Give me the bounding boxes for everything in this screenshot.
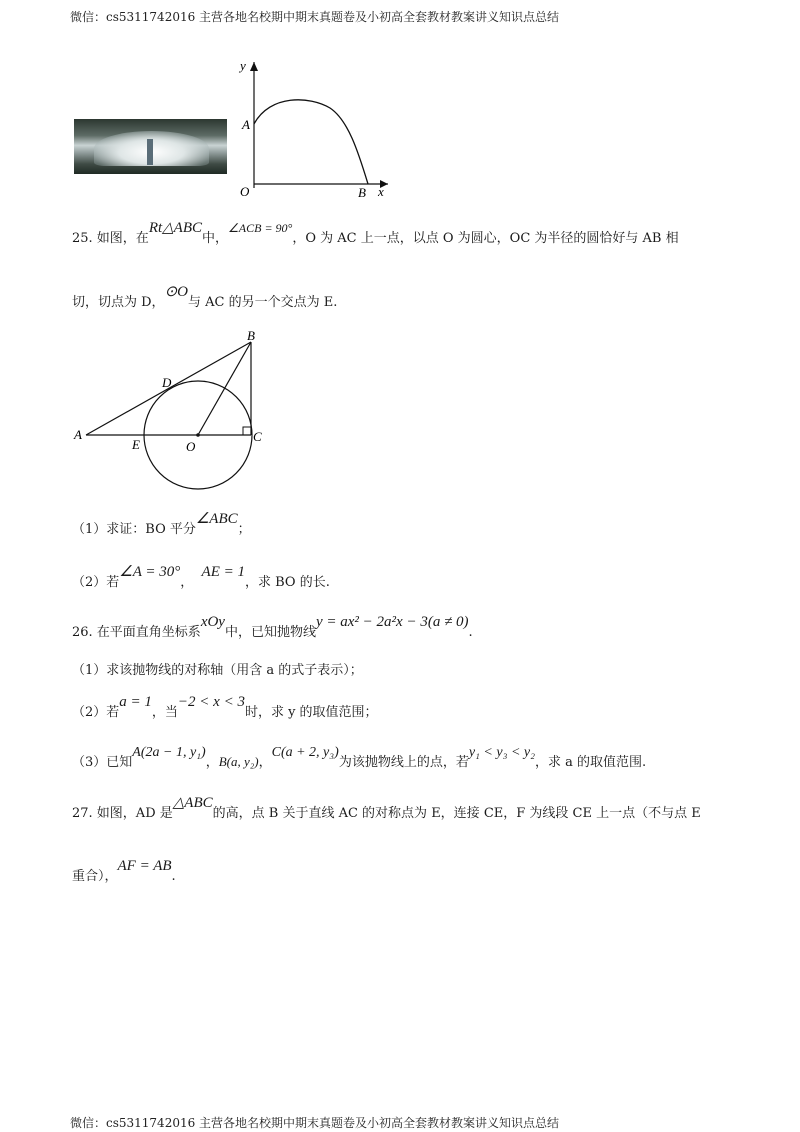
parabola-graph xyxy=(230,56,400,202)
q25-part2: （2）若∠A = 30°， AE = 1，求 BO 的长. xyxy=(72,564,330,590)
graph-a-label: A xyxy=(242,117,250,132)
q26-line1: 26. 在平面直角坐标系xOy中，已知抛物线y = ax² − 2a²x − 3(a ≠ 0). xyxy=(72,614,473,640)
graph-o-label: O xyxy=(240,184,250,199)
q26-inequality: y₁ < y₃ < y₂ xyxy=(468,745,535,760)
fig-b-label: B xyxy=(247,330,255,343)
fountain-pipe xyxy=(147,139,153,165)
q25-circle-o: ⊙O xyxy=(164,284,188,300)
q27-af-equals-ab: AF = AB xyxy=(117,858,172,874)
q26-part1: （1）求该抛物线的对称轴（用含 a 的式子表示）； xyxy=(72,663,363,678)
q27-line2: 重合），AF = AB. xyxy=(72,858,176,884)
q25-ae-length: AE = 1 xyxy=(201,564,245,580)
fig-e-label: E xyxy=(132,437,140,452)
fig-o-label: O xyxy=(186,439,196,454)
graph-x-label: x xyxy=(378,184,384,199)
q26-point-c: C(a + 2, y₃) xyxy=(271,745,339,760)
q25-part1: （1）求证：BO 平分∠ABC； xyxy=(72,511,251,537)
q27-triangle-abc: △ABC xyxy=(172,795,213,811)
q25-angle-acb: ∠ACB = 90° xyxy=(228,221,293,235)
q26-part2: （2）若a = 1，当−2 < x < 3时，求 y 的取值范围； xyxy=(72,694,378,720)
fig-d-label: D xyxy=(162,375,172,390)
q26-point-a: A(2a − 1, y₁) xyxy=(132,745,206,760)
q26-xoy: xOy xyxy=(200,614,225,630)
q25-line1: 25. 如图，在Rt△ABC中，∠ACB = 90°，O 为 AC 上一点，以点 O 为圆心，OC 为半径的圆恰好与 AB 相 xyxy=(72,220,679,246)
q26-a-equals-1: a = 1 xyxy=(119,694,152,710)
q26-parabola: y = ax² − 2a²x − 3(a ≠ 0) xyxy=(315,614,469,630)
q26-part3: （3）已知A(2a − 1, y₁)，B(a, y₂)，C(a + 2, y₃)为该抛物线上的点，若y₁ < y₃ < y₂，求 a 的取值范围. xyxy=(72,745,647,770)
q27-line1: 27. 如图，AD 是△ABC的高，点 B 关于直线 AC 的对称点为 E，连接 CE，F 为线段 CE 上一点（不与点 E xyxy=(72,795,701,821)
page-header: 微信：cs5311742016 主营各地名校期中期末真题卷及小初高全套教材教案讲义知识点总结 xyxy=(70,10,560,24)
q25-angle-abc: ∠ABC xyxy=(195,511,238,527)
fig-c-label: C xyxy=(253,429,262,444)
graph-y-label: y xyxy=(240,58,246,73)
q25-line2: 切，切点为 D，⊙O与 AC 的另一个交点为 E. xyxy=(72,284,338,310)
q26-x-range: −2 < x < 3 xyxy=(177,694,245,710)
fountain-photo xyxy=(74,119,227,174)
graph-b-label: B xyxy=(358,185,366,200)
page-footer: 微信：cs5311742016 主营各地名校期中期末真题卷及小初高全套教材教案讲义知识点总结 xyxy=(70,1116,560,1130)
q25-rt-abc: Rt△ABC xyxy=(148,220,203,236)
fig-a-label: A xyxy=(74,427,82,442)
q25-angle-a: ∠A = 30° xyxy=(119,564,181,580)
q26-point-b: B(a, y₂) xyxy=(218,754,259,769)
q25-geometry-figure xyxy=(70,330,280,496)
